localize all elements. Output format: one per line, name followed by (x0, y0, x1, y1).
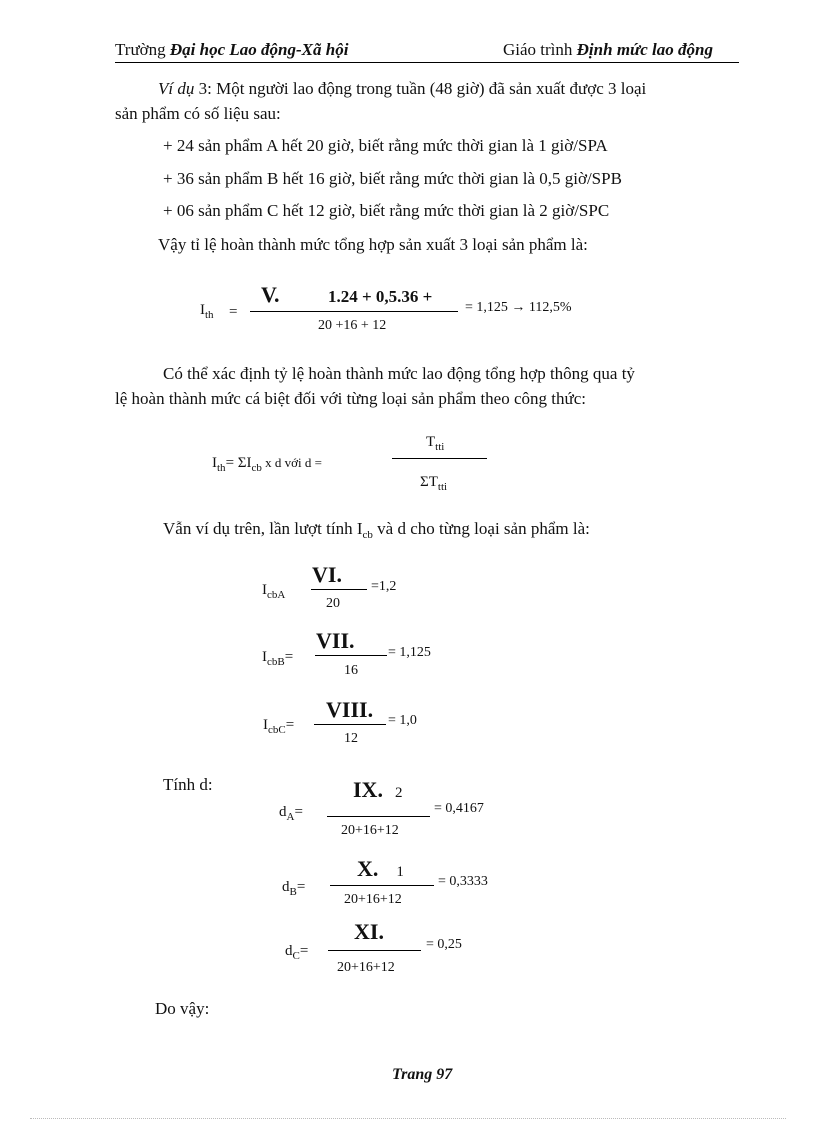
formula2-fraction-bar (392, 458, 487, 459)
para2-line-1: Có thể xác định tỷ lệ hoàn thành mức lao động tổng hợp thông qua tỷ (163, 364, 635, 383)
formula1-fraction-bar (250, 311, 458, 312)
formula1-equals: = (229, 304, 238, 320)
d-a-denominator: 20+16+12 (341, 823, 399, 838)
intro-line-2: sản phẩm có số liệu sau: (115, 104, 281, 123)
formula1-result: = 1,125 → 112,5% (465, 300, 572, 315)
page-bottom-dotted-rule (30, 1118, 786, 1119)
intro-lead: Ví dụ (158, 79, 195, 98)
d-c-fraction-bar (328, 950, 421, 951)
icb-a-result: =1,2 (371, 579, 397, 594)
list-item: + 36 sản phẩm B hết 16 giờ, biết rằng mức thời gian là 0,5 giờ/SPB (163, 169, 622, 188)
d-b-denominator: 20+16+12 (344, 892, 402, 907)
d-c-roman: XI. (354, 919, 384, 944)
para2-line-2: lệ hoàn thành mức cá biệt đối với từng loại sản phẩm theo công thức: (115, 389, 586, 408)
header-rule (115, 62, 739, 63)
header-right-italic: Định mức lao động (576, 40, 713, 59)
header-left-italic: Đại học Lao động-Xã hội (169, 40, 349, 59)
icb-a-roman: VI. (312, 562, 342, 587)
tinh-d-label: Tính d: (163, 775, 213, 794)
icb-b-fraction-bar (315, 655, 387, 656)
icb-c-fraction-bar (314, 724, 386, 725)
formula2-numerator: $T_{tti}$ (426, 434, 445, 453)
formula1-lhs: $I_{th}$ (200, 302, 214, 321)
icb-b-denominator: 16 (344, 663, 358, 678)
conclusion: Do vậy: (155, 999, 210, 1018)
d-b-result: = 0,3333 (438, 874, 488, 889)
d-a-roman: IX. 2 (353, 777, 403, 802)
icb-c-denominator: 12 (344, 731, 358, 746)
d-b-fraction-bar (330, 885, 434, 886)
para3: Vẫn ví dụ trên, lần lượt tính $I_{cb}$ và d cho từng loại sản phẩm là: (163, 519, 590, 541)
icb-a-denominator: 20 (326, 596, 340, 611)
rate-sentence: Vậy tỉ lệ hoàn thành mức tổng hợp sản xuất 3 loại sản phẩm là: (158, 235, 588, 254)
icb-b-result: = 1,125 (388, 645, 431, 660)
d-a-fraction-bar (327, 816, 430, 817)
page-number: Trang 97 (392, 1066, 453, 1083)
d-b-roman: X. 1 (357, 856, 404, 881)
d-a-lhs: $d_A=$ (279, 804, 303, 823)
icb-b-roman: VII. (316, 628, 355, 653)
icb-c-lhs: $I_{cbC}=$ (263, 717, 295, 736)
intro-line-1 (158, 78, 646, 100)
header-right (503, 40, 713, 60)
icb-c-roman: VIII. (326, 697, 374, 722)
d-b-lhs: $d_B=$ (282, 879, 306, 898)
list-item: + 24 sản phẩm A hết 20 giờ, biết rằng mức thời gian là 1 giờ/SPA (163, 136, 608, 155)
header-left-plain: Trường (115, 40, 170, 59)
header-right-plain: Giáo trình (503, 40, 577, 59)
d-c-result: = 0,25 (426, 937, 462, 952)
formula2-denominator: $\Sigma T_{tti}$ (420, 474, 448, 493)
d-c-lhs: $d_C=$ (285, 943, 309, 962)
intro-line-1-text: 3: Một người lao động trong tuần (48 giờ) đã sản xuất được 3 loại (194, 79, 647, 98)
d-c-denominator: 20+16+12 (337, 960, 395, 975)
icb-c-result: = 1,0 (388, 713, 417, 728)
formula2-lhs: $I_{th}= \Sigma I_{cb}$ x d với d = (212, 455, 322, 474)
icb-a-lhs: $I_{cbA}$ (262, 582, 286, 601)
formula1-numerator: 1.24 + 0,5.36 + (328, 287, 433, 306)
formula1-roman: V. (261, 282, 280, 307)
icb-a-fraction-bar (311, 589, 367, 590)
formula1-denominator: 20 +16 + 12 (318, 318, 387, 333)
d-a-result: = 0,4167 (434, 801, 484, 816)
icb-b-lhs: $I_{cbB}=$ (262, 649, 294, 668)
header-left (115, 40, 348, 60)
list-item: + 06 sản phẩm C hết 12 giờ, biết rằng mức thời gian là 2 giờ/SPC (163, 201, 610, 220)
